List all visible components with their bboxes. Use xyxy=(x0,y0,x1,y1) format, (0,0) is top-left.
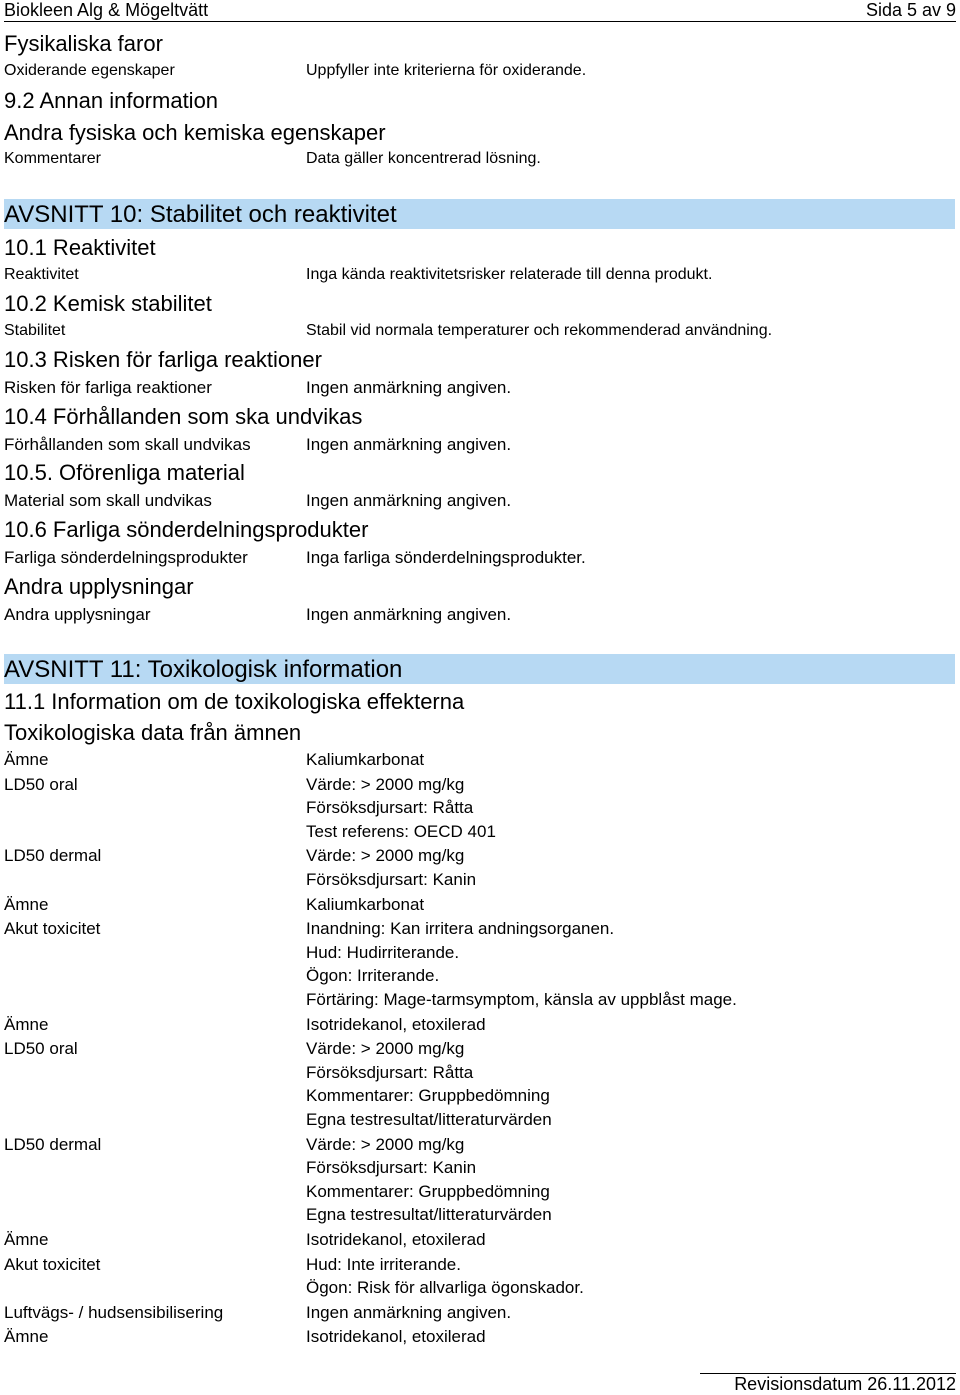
tox-row-value: Hud: Inte irriterande. xyxy=(306,1254,461,1274)
decomposition-products-heading: 10.6 Farliga sönderdelningsprodukter xyxy=(4,517,369,542)
hazardous-reactions-value: Ingen anmärkning angiven. xyxy=(306,378,512,397)
comments-value: Data gäller koncentrerad lösning. xyxy=(306,150,541,167)
decomposition-products-label: Farliga sönderdelningsprodukter xyxy=(4,548,248,567)
other-info-heading: 9.2 Annan information xyxy=(4,88,219,113)
tox-row-value: Egna testresultat/litteraturvärden xyxy=(306,1110,552,1129)
tox-row-value: Isotridekanol, etoxilerad xyxy=(306,1230,486,1249)
incompatible-materials-heading: 10.5. Oförenliga material xyxy=(4,460,245,485)
stability-label: Stabilitet xyxy=(4,322,66,339)
tox-row-label: Ämne xyxy=(4,1014,49,1034)
tox-row-value: Försöksdjursart: Råtta xyxy=(306,798,474,818)
document-header-title: Biokleen Alg & Mögeltvätt xyxy=(4,0,209,20)
other-information-value: Ingen anmärkning angiven. xyxy=(306,605,512,624)
tox-row-label: Ämne xyxy=(4,1230,49,1249)
conditions-to-avoid-value: Ingen anmärkning angiven. xyxy=(306,435,512,454)
conditions-to-avoid-label: Förhållanden som skall undvikas xyxy=(4,435,251,454)
hazardous-reactions-label: Risken för farliga reaktioner xyxy=(4,378,212,397)
tox-row-value: Inandning: Kan irritera andningsorganen. xyxy=(306,919,615,939)
tox-row-value: Isotridekanol, etoxilerad xyxy=(306,1014,486,1034)
reactivity-value: Inga kända reaktivitetsrisker relaterade till denna produkt. xyxy=(306,266,713,283)
tox-row-label: Ämne xyxy=(4,1327,49,1347)
tox-row-value: Värde: > 2000 mg/kg xyxy=(306,1134,465,1154)
tox-row-value: Ögon: Irriterande. xyxy=(306,966,440,986)
reactivity-label: Reaktivitet xyxy=(4,266,79,283)
tox-row-value: Kommentarer: Gruppbedömning xyxy=(306,1181,550,1201)
tox-row-value: Ingen anmärkning angiven. xyxy=(306,1302,512,1322)
tox-row-label: LD50 dermal xyxy=(4,1134,102,1154)
tox-row-label: Ämne xyxy=(4,750,49,769)
tox-row-value: Förtäring: Mage-tarmsymptom, känsla av uppblåst mage. xyxy=(306,990,737,1009)
other-information-label: Andra upplysningar xyxy=(4,605,151,624)
tox-row-value: Kommentarer: Gruppbedömning xyxy=(306,1086,550,1106)
tox-row-label: Ämne xyxy=(4,894,49,914)
tox-row-value: Test referens: OECD 401 xyxy=(306,821,496,841)
incompatible-materials-value: Ingen anmärkning angiven. xyxy=(306,491,512,510)
tox-row-value: Hud: Hudirriterande. xyxy=(306,942,460,962)
tox-row-label: Akut toxicitet xyxy=(4,1254,101,1274)
tox-row-label: LD50 oral xyxy=(4,1039,78,1059)
other-information-heading: Andra upplysningar xyxy=(4,574,194,599)
comments-label: Kommentarer xyxy=(4,150,101,167)
tox-row-value: Värde: > 2000 mg/kg xyxy=(306,1039,465,1059)
revision-date: Revisionsdatum 26.11.2012 xyxy=(734,1374,956,1394)
tox-row-value: Kaliumkarbonat xyxy=(306,894,425,914)
chemical-stability-heading: 10.2 Kemisk stabilitet xyxy=(4,291,212,316)
reactivity-heading: 10.1 Reaktivitet xyxy=(4,235,156,260)
oxidizing-value: Uppfyller inte kriterierna för oxiderande. xyxy=(306,62,587,79)
tox-row-value: Värde: > 2000 mg/kg xyxy=(306,774,465,794)
tox-row-value: Ögon: Risk för allvarliga ögonskador. xyxy=(306,1278,584,1298)
tox-row-value: Egna testresultat/litteraturvärden xyxy=(306,1205,552,1225)
incompatible-materials-label: Material som skall undvikas xyxy=(4,491,212,510)
other-props-heading: Andra fysiska och kemiska egenskaper xyxy=(4,120,386,145)
tox-row-value: Värde: > 2000 mg/kg xyxy=(306,846,465,866)
tox-row-value: Kaliumkarbonat xyxy=(306,750,425,769)
section-11-title: AVSNITT 11: Toxikologisk information xyxy=(4,656,403,683)
tox-row-value: Isotridekanol, etoxilerad xyxy=(306,1327,486,1347)
page-number: Sida 5 av 9 xyxy=(865,0,956,20)
toxicological-effects-heading: 11.1 Information om de toxikologiska effekterna xyxy=(4,689,465,714)
tox-row-label: LD50 oral xyxy=(4,774,78,794)
toxicological-data-heading: Toxikologiska data från ämnen xyxy=(4,720,302,745)
decomposition-products-value: Inga farliga sönderdelningsprodukter. xyxy=(306,548,586,567)
stability-value: Stabil vid normala temperaturer och rekommenderad användning. xyxy=(306,322,773,339)
header-divider xyxy=(4,21,956,22)
tox-row-label: Luftvägs- / hudsensibilisering xyxy=(4,1302,224,1322)
oxidizing-label: Oxiderande egenskaper xyxy=(4,62,175,79)
tox-row-label: Akut toxicitet xyxy=(4,919,101,939)
conditions-to-avoid-heading: 10.4 Förhållanden som ska undvikas xyxy=(4,404,363,429)
tox-row-value: Försöksdjursart: Råtta xyxy=(306,1062,474,1082)
hazardous-reactions-heading: 10.3 Risken för farliga reaktioner xyxy=(4,347,322,372)
physical-hazards-heading: Fysikaliska faror xyxy=(4,31,163,56)
section-10-title: AVSNITT 10: Stabilitet och reaktivitet xyxy=(4,201,397,228)
tox-row-label: LD50 dermal xyxy=(4,846,102,866)
tox-row-value: Försöksdjursart: Kanin xyxy=(306,870,477,889)
tox-row-value: Försöksdjursart: Kanin xyxy=(306,1158,477,1178)
